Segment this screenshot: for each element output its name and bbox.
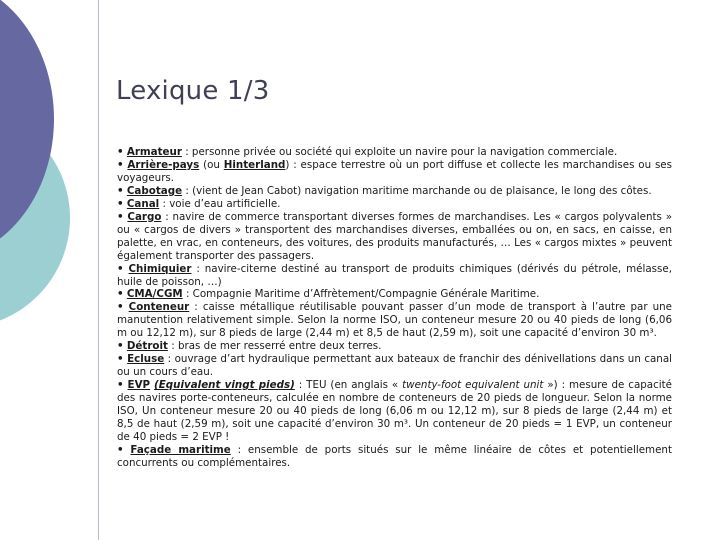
definition: : navire de commerce transportant diverses formes de marchandises. Les « cargos polyvalents » ou « cargos de divers » transportent des marchandises diverses, emballées ou on, en sacs, en caisse, en palette, en vrac, en conteneurs, des voitures, des produits manufacturés, … Les « cargos mixtes » peuvent également transporter des passagers. <box>117 210 672 262</box>
term: Armateur <box>126 146 182 158</box>
lexicon-entry-cabotage <box>117 185 672 198</box>
definition: : voie d’eau artificielle. <box>159 197 281 210</box>
bullet-icon: • <box>117 262 124 275</box>
definition: : Compagnie Maritime d’Affrètement/Compagnie Générale Maritime. <box>182 288 540 301</box>
lexicon-entry-conteneur <box>117 301 672 340</box>
term: Détroit <box>126 340 168 353</box>
bullet-icon: • <box>117 146 124 158</box>
definition-lead: : TEU (en anglais « <box>294 379 403 392</box>
term: Canal <box>126 197 160 210</box>
bullet-icon: • <box>117 184 124 197</box>
lexicon-entry-evp <box>117 379 672 444</box>
lexicon-entry-chimiquier <box>117 263 672 289</box>
bullet-icon: • <box>117 443 124 456</box>
term-italic <box>154 379 295 391</box>
definition: ) : espace terrestre où un port diffuse et collecte les marchandises ou ses voyageurs. <box>117 158 673 184</box>
term: Ecluse <box>127 353 165 366</box>
definition: : ensemble de ports situés sur le même linéaire de côtes et potentiellement concurrents ou complémentaires. <box>117 443 672 469</box>
definition: : bras de mer resserré entre deux terres. <box>167 340 382 353</box>
bullet-icon: • <box>117 340 124 353</box>
term-expansion: (Equivalent vingt pieds) <box>154 379 295 392</box>
bullet-icon: • <box>117 197 124 210</box>
term: Façade maritime <box>130 443 231 456</box>
vertical-divider <box>98 0 99 540</box>
lexicon-entry-facade-maritime <box>117 444 672 470</box>
lexicon-entry-ecluse <box>117 353 672 379</box>
definition: : navire-citerne destiné au transport de produits chimiques (dérivés du pétrole, mélasse, huile de poisson, …) <box>117 262 672 288</box>
term-connector: (ou <box>199 158 224 171</box>
definition: ») : mesure de capacité des navires porte-conteneurs, calculée en nombre de conteneurs de 20 pieds de longueur. Selon la norme ISO, Un conteneur mesure 20 ou 40 pieds de long (6,06 m ou 12,12 m), sur 8 pieds de large (2,44 m) et 8,5 de haut (2,59 m), soit une capacité d’environ 30 m³. Un conteneur de 20 pieds = 1 EVP, un conteneur de 40 pieds = 2 EVP ! <box>117 379 672 443</box>
lexicon-entry-arriere-pays <box>117 159 672 185</box>
term: Chimiquier <box>128 262 192 275</box>
lexicon-entry-cma-cgm <box>117 288 672 301</box>
english-term: twenty-foot equivalent unit <box>402 379 544 392</box>
lexicon-entry-armateur <box>117 146 672 159</box>
term: Arrière-pays <box>127 158 200 171</box>
bullet-icon: • <box>117 353 124 366</box>
lexicon-list <box>117 146 672 470</box>
definition: : (vient de Jean Cabot) navigation maritime marchande ou de plaisance, le long des côtes. <box>182 184 652 197</box>
lexicon-entry-canal <box>117 198 672 211</box>
term: Conteneur <box>128 301 190 314</box>
term: EVP <box>127 379 151 392</box>
slide-title: Lexique 1/3 <box>116 76 270 106</box>
decorative-background <box>0 0 120 540</box>
bullet-icon: • <box>117 158 124 171</box>
bullet-icon: • <box>117 210 124 223</box>
lexicon-entry-detroit <box>117 340 672 353</box>
term: CMA/CGM <box>126 288 183 301</box>
bullet-icon: • <box>117 288 124 301</box>
definition: : personne privée ou société qui exploite un navire pour la navigation commerciale. <box>181 146 618 158</box>
term-alt: Hinterland <box>223 158 286 171</box>
definition: : caisse métallique réutilisable pouvant passer d’un mode de transport à l’autre par une manutention relativement simple. Selon la norme ISO, un conteneur mesure 20 ou 40 pieds de long (6,06 m ou 12,12 m), sur 8 pieds de large (2,44 m) et 8,5 de haut (2,59 m), soit une capacité d’environ 30 m³. <box>117 301 672 340</box>
bullet-icon: • <box>117 301 124 314</box>
term: Cabotage <box>126 184 183 197</box>
lexicon-entry-cargo <box>117 211 672 263</box>
bullet-icon: • <box>117 379 124 392</box>
definition: : ouvrage d’art hydraulique permettant aux bateaux de franchir des dénivellations dans un canal ou un cours d’eau. <box>117 353 672 379</box>
term: Cargo <box>127 210 162 223</box>
